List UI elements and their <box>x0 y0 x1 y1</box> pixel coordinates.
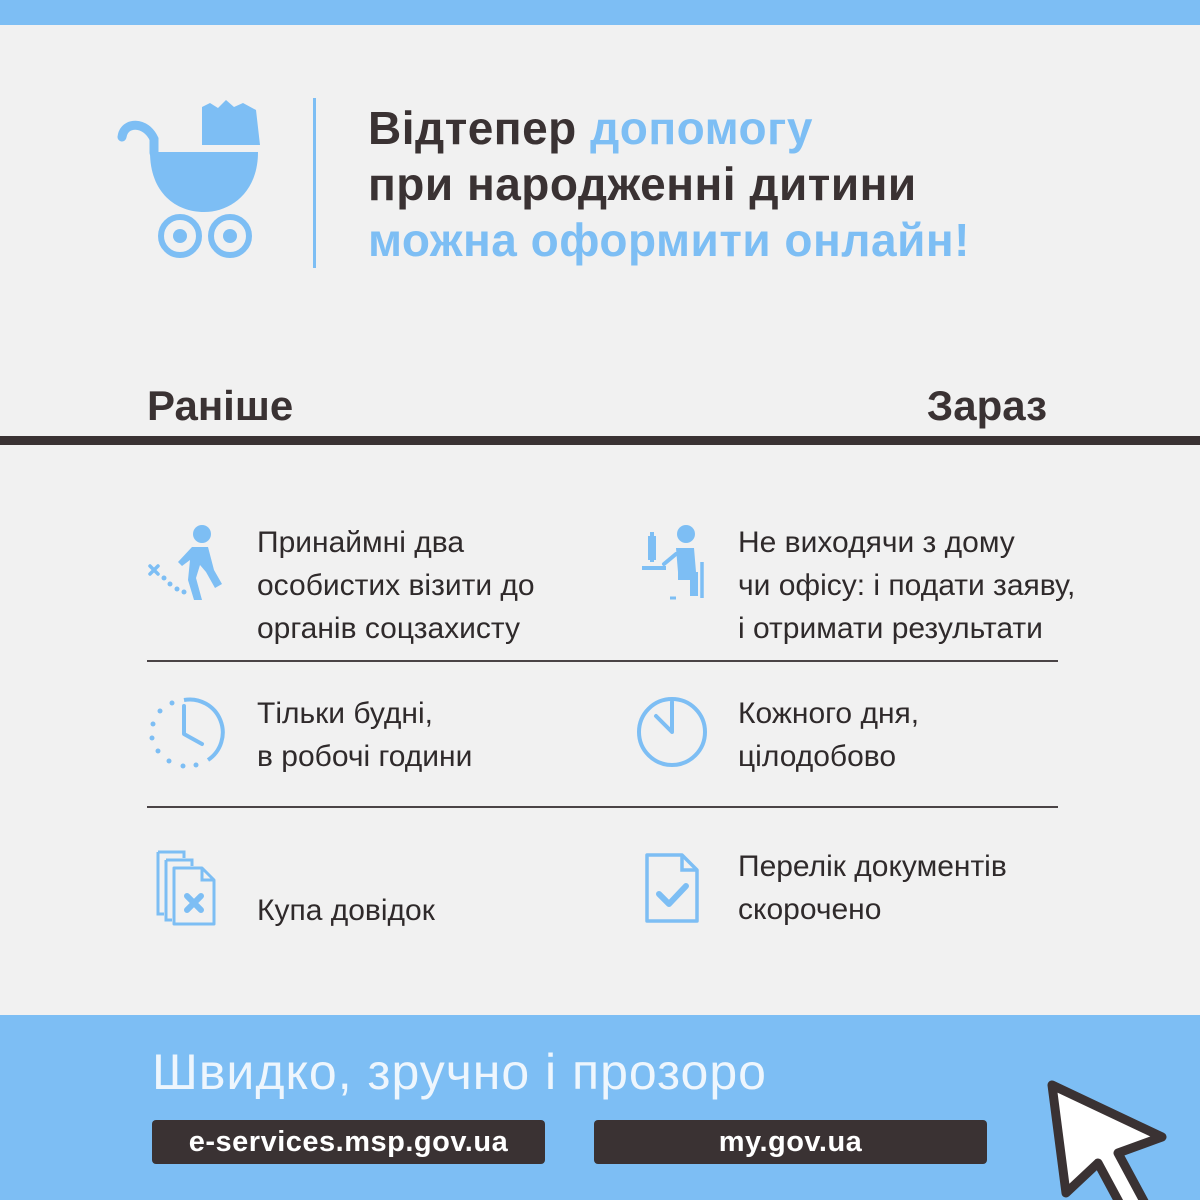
row-2-before-line: Тільки будні, <box>257 697 433 730</box>
headline-line-1 <box>368 100 1148 156</box>
row-2-now-line: цілодобово <box>738 740 897 773</box>
row-3-before-text <box>257 889 435 932</box>
row-2-now-line: Кожного дня, <box>738 697 920 730</box>
column-title-before: Раніше <box>147 382 294 429</box>
baby-stroller-icon <box>110 95 270 270</box>
row-1-now-text <box>738 521 1075 650</box>
headline-line-3: можна оформити онлайн! <box>368 214 970 266</box>
row-1-now-line: Не виходячи з дому <box>738 526 1015 559</box>
column-title-now: Зараз <box>926 382 1047 429</box>
columns-divider <box>0 436 1200 445</box>
footer-band <box>0 1015 1200 1200</box>
row-2-before-text <box>257 692 472 778</box>
row-1-before-text <box>257 521 535 650</box>
clock-icon <box>634 694 710 770</box>
row-2-before-line: в робочі години <box>257 740 473 773</box>
row-1-now-line: чи офісу: і подати заяву, <box>738 569 1076 602</box>
my-gov-link[interactable]: my.gov.ua <box>594 1120 987 1164</box>
top-accent-bar <box>0 0 1200 25</box>
headline <box>368 100 1148 268</box>
headline-line-2: при народженні дитини <box>368 158 917 210</box>
headline-text-blue: допомогу <box>590 102 813 154</box>
document-check-icon <box>644 852 700 924</box>
cursor-arrow-icon <box>1030 1075 1190 1200</box>
row-3-now-line: Перелік документів <box>738 850 1007 883</box>
row-1-before-line: Принаймні два <box>257 526 464 559</box>
row-1-now-line: і отримати результати <box>738 612 1043 645</box>
document-stack-icon <box>154 850 218 926</box>
headline-text-dark: Відтепер <box>368 102 591 154</box>
row-3-before-line: Купа довідок <box>257 894 435 927</box>
e-services-link[interactable]: e-services.msp.gov.ua <box>152 1120 545 1164</box>
row-3-now-text <box>738 845 1007 931</box>
row-3-now-line: скорочено <box>738 893 882 926</box>
row-divider <box>147 660 1058 662</box>
row-1-before-line: особистих візити до <box>257 569 535 602</box>
header-divider <box>313 98 316 268</box>
person-at-computer-icon <box>638 522 710 600</box>
row-divider <box>147 806 1058 808</box>
row-2-now-text <box>738 692 919 778</box>
walking-person-icon <box>140 520 230 602</box>
partial-clock-icon <box>146 696 226 770</box>
footer-slogan: Швидко, зручно і прозоро <box>152 1044 767 1100</box>
row-1-before-line: органів соцзахисту <box>257 612 520 645</box>
